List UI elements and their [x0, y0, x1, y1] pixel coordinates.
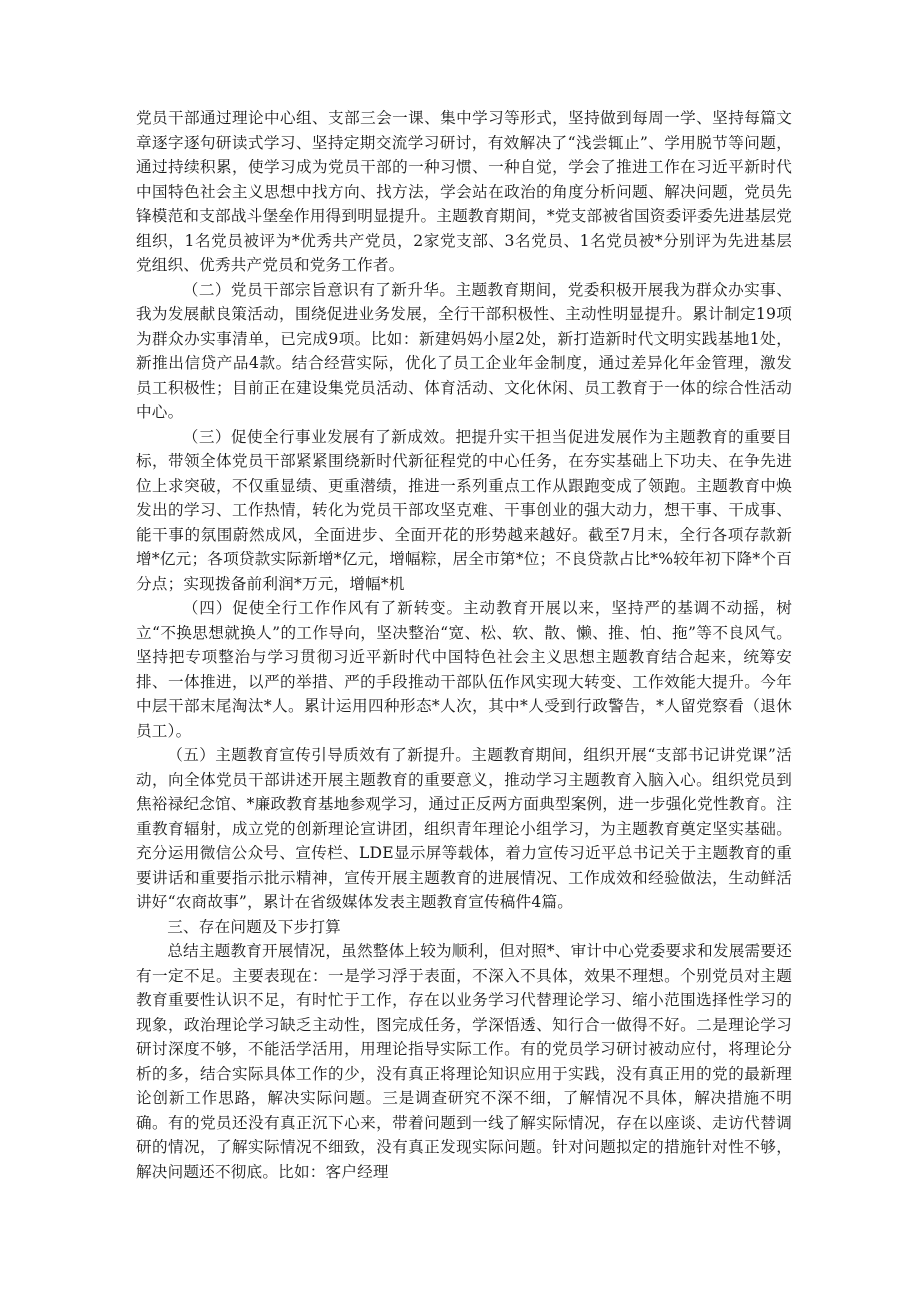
paragraph-section-5: （五）主题教育宣传引导质效有了新提升。主题教育期间，组织开展“支部书记讲党课”活动，向全体党员干部讲述开展主题教育的重要意义，推动学习主题教育入脑入心。组织党员到焦裕禄纪念馆、*廉政教育基地参观学习，通过正反两方面典型案例，进一步强化党性教育。注重教育辐射，成立党的创新理论宣讲团，组织青年理论小组学习，为主题教育奠定坚实基础。充分运用微信公众号、宣传栏、LDE显示屏等载体，着力宣传习近平总书记关于主题教育的重要讲话和重要指示批示精神，宣传开展主题教育的进展情况、工作成效和经验做法，生动鲜活讲好“农商故事”，累计在省级媒体发表主题教育宣传稿件4篇。 — [136, 746, 792, 911]
paragraph-section-2: （二）党员干部宗旨意识有了新升华。主题教育期间，党委积极开展我为群众办实事、我为发展献良策活动，围绕促进业务发展，全行干部积极性、主动性明显提升。累计制定19项为群众办实事清单，已完成9项。比如：新建妈妈小屋2处，新打造新时代文明实践基地1处，新推出信贷产品4款。结合经营实际，优化了员工企业年金制度，通过差异化年金管理，激发员工积极性；目前正在建设集党员活动、体育活动、文化休闲、员工教育于一体的综合性活动中心。 — [136, 280, 792, 421]
paragraph-section-4: （四）促使全行工作作风有了新转变。主动教育开展以来，坚持严的基调不动摇，树立“不换思想就换人”的工作导向，坚决整治“宽、松、软、散、懒、推、怕、拖”等不良风气。坚持把专项整治与学习贯彻习近平新时代中国特色社会主义思想主题教育结合起来，统筹安排、一体推进，以严的举措、严的手段推动干部队伍作风实现大转变、工作效能大提升。今年中层干部末尾淘汰*人。累计运用四种形态*人次，其中*人受到行政警告，*人留党察看（退休员工）。 — [136, 599, 792, 740]
document-body — [136, 106, 792, 1184]
paragraph-problems: 总结主题教育开展情况，虽然整体上较为顺利，但对照*、审计中心党委要求和发展需要还有一定不足。主要表现在：一是学习浮于表面，不深入不具体，效果不理想。个别党员对主题教育重要性认识不足，有时忙于工作，存在以业务学习代替理论学习、缩小范围选择性学习的现象，政治理论学习缺乏主动性，图完成任务，学深悟透、知行合一做得不好。二是理论学习研讨深度不够，不能活学活用，用理论指导实际工作。有的党员学习研讨被动应付，将理论分析的多，结合实际具体工作的少，没有真正将理论知识应用于实践，没有真正用的党的最新理论创新工作思路，解决实际问题。三是调查研究不深不细，了解情况不具体，解决措施不明确。有的党员还没有真正沉下心来，带着问题到一线了解实际情况，存在以座谈、走访代替调研的情况，了解实际情况不细致，没有真正发现实际问题。针对问题拟定的措施针对性不够，解决问题还不彻底。比如：客户经理 — [136, 942, 792, 1181]
paragraph-section-3: （三）促使全行事业发展有了新成效。把提升实干担当促进发展作为主题教育的重要目标，带领全体党员干部紧紧围绕新时代新征程党的中心任务，在夯实基础上下功夫、在争先进位上求突破，不仅重显绩、更重潜绩，推进一系列重点工作从跟跑变成了领跑。主题教育中焕发出的学习、工作热情，转化为党员干部攻坚克难、干事创业的强大动力，想干事、干成事、能干事的氛围蔚然成风，全面进步、全面开花的形势越来越好。截至7月末，全行各项存款新增*亿元；各项贷款实际新增*亿元，增幅粽，居全市第*位；不良贷款占比*%较年初下降*个百分点；实现拨备前利润*万元，增幅*机 — [136, 427, 792, 593]
paragraph-continued: 党员干部通过理论中心组、支部三会一课、集中学习等形式，坚持做到每周一学、坚持每篇文章逐字逐句研读式学习、坚持定期交流学习研讨，有效解决了“浅尝辄止”、学用脱节等问题，通过持续积累，使学习成为党员干部的一种习惯、一种自觉，学会了推进工作在习近平新时代中国特色社会主义思想中找方向、找方法，学会站在政治的角度分析问题、解决问题，党员先锋模范和支部战斗堡垒作用得到明显提升。主题教育期间，*党支部被省国资委评委先进基层党组织，1名党员被评为*优秀共产党员，2家党支部、3名党员、1名党员被*分别评为先进基层党组织、优秀共产党员和党务工作者。 — [136, 109, 792, 274]
section-heading-problems: 三、存在问题及下步打算 — [167, 917, 341, 936]
